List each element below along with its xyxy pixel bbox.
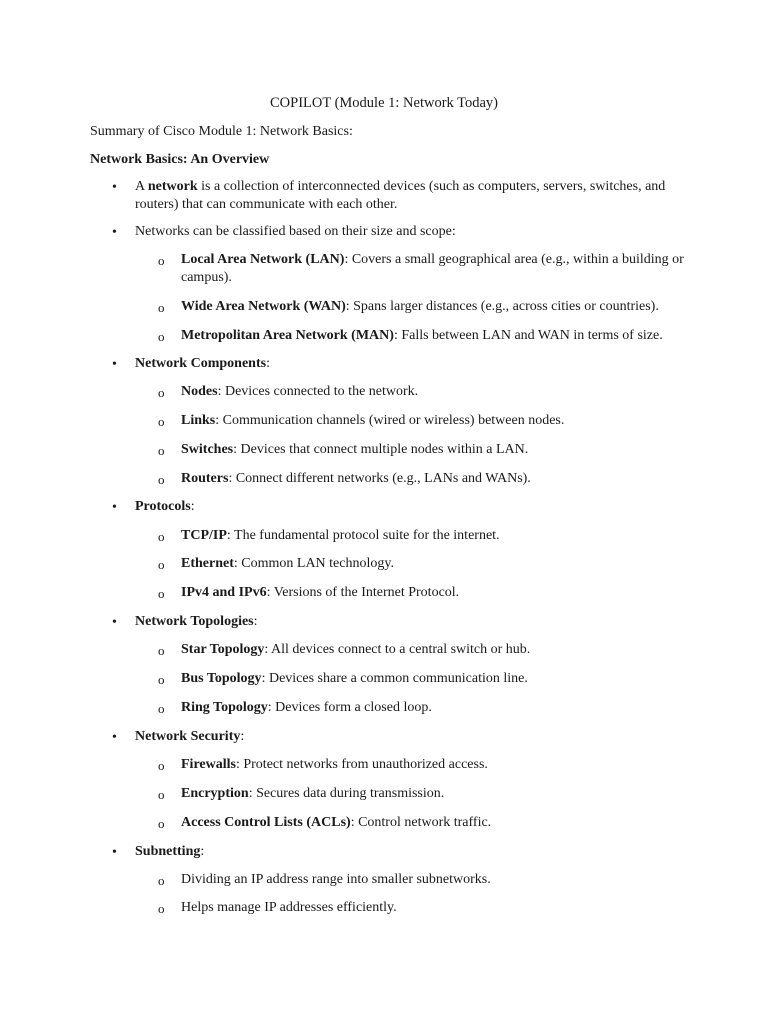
circle-bullet-icon: o bbox=[158, 557, 165, 572]
list-item-text bbox=[181, 441, 701, 459]
item-description: : bbox=[253, 614, 258, 629]
list-item-text bbox=[181, 327, 701, 345]
list-item-text bbox=[181, 871, 701, 889]
item-term: Ring Topology bbox=[181, 700, 268, 715]
item-description: is a collection of interconnected devices (such as computers, servers, switches, and routers) that can communicate with each other. bbox=[135, 179, 666, 212]
list-item-text bbox=[181, 412, 701, 430]
circle-bullet-icon: o bbox=[158, 253, 165, 268]
circle-bullet-icon: o bbox=[158, 385, 165, 400]
item-term: Routers bbox=[181, 471, 229, 486]
circle-bullet-icon: o bbox=[158, 472, 165, 487]
document-title: COPILOT (Module 1: Network Today) bbox=[269, 95, 498, 111]
item-prefix: A bbox=[135, 179, 148, 194]
item-term: Protocols bbox=[135, 499, 191, 514]
item-term: TCP/IP bbox=[181, 528, 227, 543]
list-item-text bbox=[135, 843, 695, 861]
list-item-text bbox=[181, 555, 701, 573]
item-description: : The fundamental protocol suite for the internet. bbox=[226, 528, 500, 543]
list-item-text bbox=[181, 756, 701, 774]
bullet-icon: • bbox=[112, 225, 117, 240]
list-item-text bbox=[181, 251, 701, 287]
item-description: : Covers a small geographical area (e.g., within a building or campus). bbox=[181, 252, 684, 285]
item-description: : Control network traffic. bbox=[350, 815, 492, 830]
circle-bullet-icon: o bbox=[158, 529, 165, 544]
item-description: : Devices connected to the network. bbox=[217, 384, 419, 399]
list-item-text bbox=[181, 785, 701, 803]
item-description: : Falls between LAN and WAN in terms of size. bbox=[393, 328, 663, 343]
item-description: : bbox=[240, 729, 245, 744]
circle-bullet-icon: o bbox=[158, 701, 165, 716]
list-item-text bbox=[181, 699, 701, 717]
bullet-icon: • bbox=[112, 180, 117, 195]
item-term: Switches bbox=[181, 442, 234, 457]
item-term: Ethernet bbox=[181, 556, 234, 571]
list-item-text bbox=[135, 728, 695, 746]
list-item-text bbox=[181, 584, 701, 602]
list-item-text bbox=[135, 223, 695, 241]
list-item-text bbox=[181, 383, 701, 401]
item-term: Network Security bbox=[135, 729, 241, 744]
item-description: : bbox=[190, 499, 195, 514]
section-heading: Network Basics: An Overview bbox=[90, 152, 270, 167]
list-item-text bbox=[135, 178, 695, 214]
list-item-text bbox=[181, 899, 701, 917]
item-description: : Devices form a closed loop. bbox=[267, 700, 432, 715]
item-term: Metropolitan Area Network (MAN) bbox=[181, 328, 394, 343]
circle-bullet-icon: o bbox=[158, 586, 165, 601]
item-description: : Spans larger distances (e.g., across cities or countries). bbox=[345, 299, 659, 314]
item-term: Network Components bbox=[135, 356, 267, 371]
intro-line: Summary of Cisco Module 1: Network Basics: bbox=[90, 124, 353, 139]
circle-bullet-icon: o bbox=[158, 758, 165, 773]
item-term: IPv4 and IPv6 bbox=[181, 585, 267, 600]
item-term: Nodes bbox=[181, 384, 218, 399]
item-term: Local Area Network (LAN) bbox=[181, 252, 345, 267]
bullet-icon: • bbox=[112, 730, 117, 745]
bullet-icon: • bbox=[112, 357, 117, 372]
item-description: : All devices connect to a central switch or hub. bbox=[264, 642, 531, 657]
item-term: network bbox=[147, 179, 198, 194]
item-description: Networks can be classified based on their size and scope: bbox=[135, 224, 456, 239]
circle-bullet-icon: o bbox=[158, 414, 165, 429]
item-description: Dividing an IP address range into smaller subnetworks. bbox=[181, 872, 491, 887]
item-description: : Devices share a common communication line. bbox=[261, 671, 528, 686]
circle-bullet-icon: o bbox=[158, 443, 165, 458]
item-term: Wide Area Network (WAN) bbox=[181, 299, 346, 314]
list-item-text bbox=[181, 527, 701, 545]
circle-bullet-icon: o bbox=[158, 816, 165, 831]
circle-bullet-icon: o bbox=[158, 643, 165, 658]
item-description: : Protect networks from unauthorized access. bbox=[235, 757, 488, 772]
list-item-text bbox=[135, 498, 695, 516]
circle-bullet-icon: o bbox=[158, 787, 165, 802]
item-description: : Common LAN technology. bbox=[233, 556, 394, 571]
item-term: Bus Topology bbox=[181, 671, 262, 686]
list-item-text bbox=[181, 470, 701, 488]
item-term: Subnetting bbox=[135, 844, 201, 859]
circle-bullet-icon: o bbox=[158, 329, 165, 344]
list-item-text bbox=[181, 670, 701, 688]
item-term: Firewalls bbox=[181, 757, 236, 772]
bullet-icon: • bbox=[112, 615, 117, 630]
item-description: : Connect different networks (e.g., LANs and WANs). bbox=[228, 471, 531, 486]
list-item-text bbox=[135, 355, 695, 373]
item-term: Access Control Lists (ACLs) bbox=[181, 815, 351, 830]
list-item-text bbox=[181, 641, 701, 659]
list-item-text bbox=[181, 298, 701, 316]
list-item-text bbox=[181, 814, 701, 832]
item-description: : Versions of the Internet Protocol. bbox=[266, 585, 460, 600]
bullet-icon: • bbox=[112, 500, 117, 515]
circle-bullet-icon: o bbox=[158, 300, 165, 315]
item-description: : Communication channels (wired or wireless) between nodes. bbox=[215, 413, 565, 428]
item-term: Links bbox=[181, 413, 216, 428]
item-description: : bbox=[200, 844, 205, 859]
item-term: Encryption bbox=[181, 786, 249, 801]
bullet-icon: • bbox=[112, 845, 117, 860]
item-description: Helps manage IP addresses efficiently. bbox=[181, 900, 397, 915]
item-description: : Secures data during transmission. bbox=[248, 786, 445, 801]
circle-bullet-icon: o bbox=[158, 672, 165, 687]
circle-bullet-icon: o bbox=[158, 901, 165, 916]
item-description: : Devices that connect multiple nodes within a LAN. bbox=[233, 442, 529, 457]
item-term: Star Topology bbox=[181, 642, 265, 657]
item-description: : bbox=[266, 356, 270, 371]
list-item-text bbox=[135, 613, 695, 631]
item-term: Network Topologies bbox=[135, 614, 254, 629]
circle-bullet-icon: o bbox=[158, 873, 165, 888]
